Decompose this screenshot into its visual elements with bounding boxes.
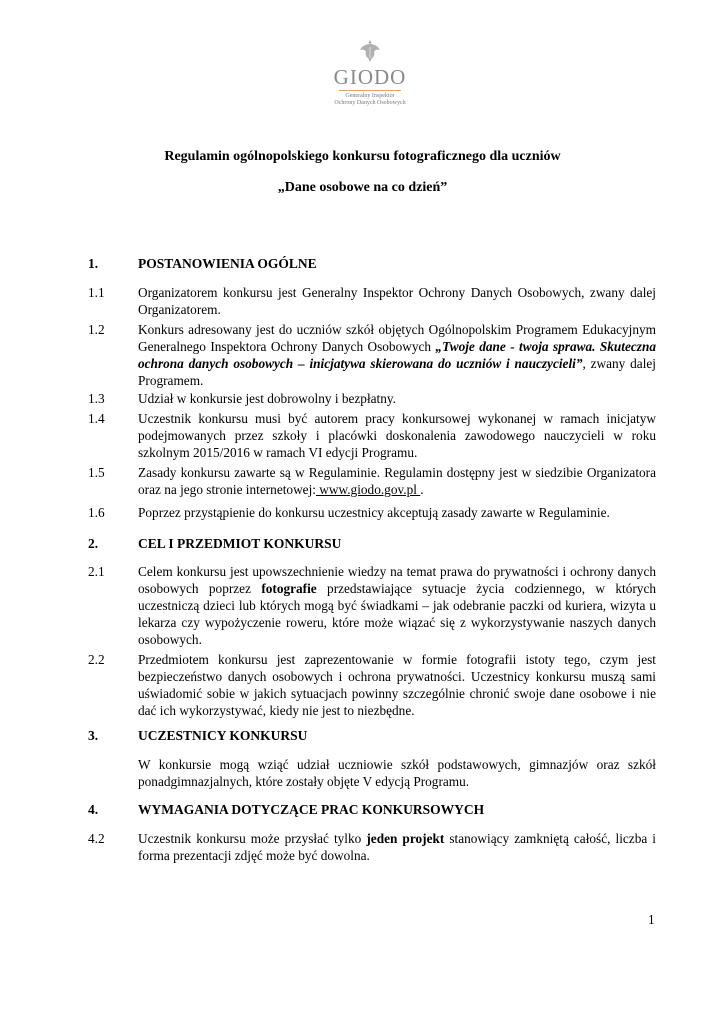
website-link[interactable]: www.giodo.gov.pl [315, 482, 421, 497]
text-span: stanowiący zamkniętą całość, liczba i [444, 831, 656, 846]
text-line: Udział w konkursie jest dobrowolny i bezpłatny. [138, 391, 397, 406]
text-span: przedstawiające sytuacje życia codziennego, w których [316, 581, 656, 596]
text-span: Uczestnik konkursu może przysłać tylko [138, 831, 367, 846]
clause-text [138, 390, 656, 407]
text-span: osobowych poprzez [138, 581, 262, 596]
giodo-logo [330, 38, 410, 120]
text-span: . [420, 482, 424, 497]
clause-text [138, 464, 656, 498]
text-line: dać ich wykorzystywać, kiedy nie jest to niezbędne. [138, 703, 415, 718]
clause-text [138, 756, 656, 790]
clause-text [138, 410, 656, 461]
section-number: 4. [88, 802, 99, 817]
clause-number: 1.1 [88, 285, 105, 300]
text-line [138, 481, 656, 498]
text-line: Poprzez przystąpienie do konkursu uczestnicy akceptują zasady zawarte w Regulaminie. [138, 505, 610, 520]
text-line [138, 338, 656, 355]
section-number: 3. [88, 728, 99, 743]
text-line: uświadomić sobie w jakich sytuacjach powinny szczególnie chronić swoje dane osobowe i nie [138, 686, 656, 701]
section-title: POSTANOWIENIA OGÓLNE [138, 256, 317, 271]
text-line: Celem konkursu jest upowszechnienie wiedzy na temat prawa do prywatności i ochrony danych [138, 564, 656, 579]
clause-number: 1.3 [88, 391, 105, 406]
section-title: WYMAGANIA DOTYCZĄCE PRAC KONKURSOWYCH [138, 802, 485, 817]
logo-divider [339, 90, 401, 91]
text-line: Konkurs adresowany jest do uczniów szkół objętych Ogólnopolskim Programem Edukacyjnym [138, 322, 656, 337]
clause-text [138, 651, 656, 719]
text-line: Organizatorem konkursu jest Generalny Inspektor Ochrony Danych Osobowych, zwany dalej [138, 285, 656, 300]
program-name-emphasis: ochrona danych osobowych – inicjatywa skierowana do uczniów i nauczycieli” [138, 356, 583, 371]
document-title: Regulamin ogólnopolskiego konkursu fotograficznego dla uczniów [164, 149, 561, 164]
clause-number: 1.2 [88, 322, 105, 337]
clause-number: 2.2 [88, 652, 105, 667]
text-line [138, 580, 656, 597]
clause-text [138, 563, 656, 648]
clause-number: 1.4 [88, 411, 105, 426]
page-number: 1 [648, 912, 655, 927]
text-line: Zasady konkursu zawarte są w Regulaminie. Regulamin dostępny jest w siedzibie Organizatora [138, 465, 656, 480]
text-line: Organizatorem. [138, 302, 221, 317]
logo-subtitle-1: Generalny Inspektor [345, 93, 395, 99]
text-line: podejmowanych przez szkoły i placówki doskonalenia zawodowego nauczycieli w roku [138, 428, 656, 443]
text-line: osobowych. [138, 632, 202, 647]
text-line: Przedmiotem konkursu jest zaprezentowanie w formie fotografii istoty tego, czym jest [138, 652, 656, 667]
logo-subtitle-2: Ochrony Danych Osobowych [334, 100, 406, 106]
text-line: Programem. [138, 373, 204, 388]
eagle-emblem-icon [359, 38, 381, 64]
text-line: lekarza czy wypożyczenie roweru, które może wiązać się z wykorzystywanie naszych danych [138, 615, 656, 630]
text-line: bezpieczeństwo danych osobowych i ochrona prywatności. Uczestnicy konkursu muszą sami [138, 669, 656, 684]
clause-number: 2.1 [88, 564, 105, 579]
text-line [138, 830, 656, 847]
text-line: forma prezentacji zdjęć może być dowolna. [138, 848, 370, 863]
clause-text [138, 284, 656, 318]
clause-number: 1.5 [88, 465, 105, 480]
text-line: Uczestnik konkursu musi być autorem pracy konkursowej wykonanej w ramach inicjatyw [138, 411, 656, 426]
clause-text [138, 504, 656, 521]
clause-number: 1.6 [88, 505, 105, 520]
section-number: 2. [88, 536, 99, 551]
text-span: , zwany dalej [582, 356, 656, 371]
section-number: 1. [88, 256, 99, 271]
text-line: uczestniczą dzieci lub których mogą być świadkami – jak odebranie paczki od kuriera, wizyta u [138, 598, 656, 613]
logo-wordmark: GIODO [333, 65, 407, 89]
emphasis-photos: fotografie [261, 581, 317, 596]
text-span: Generalnego Inspektora Ochrony Danych Osobowych [138, 339, 436, 354]
section-title: CEL I PRZEDMIOT KONKURSU [138, 536, 342, 551]
text-line: W konkursie mogą wziąć udział uczniowie szkół podstawowych, gimnazjów oraz szkół [138, 757, 656, 772]
clause-text [138, 830, 656, 864]
program-name-emphasis: „Twoje dane - twoja sprawa. Skuteczna [435, 339, 656, 354]
document-subtitle: „Dane osobowe na co dzień” [277, 180, 448, 195]
section-title: UCZESTNICY KONKURSU [138, 728, 308, 743]
clause-text [138, 321, 656, 389]
emphasis-one-project: jeden projekt [366, 831, 445, 846]
clause-number: 4.2 [88, 831, 105, 846]
text-line: szkolnym 2015/2016 w ramach VI edycji Programu. [138, 445, 418, 460]
text-line [138, 355, 656, 372]
text-span: oraz na jego stronie internetowej: [138, 482, 316, 497]
text-line: ponadgimnazjalnych, które zostały objęte V edycją Programu. [138, 774, 470, 789]
